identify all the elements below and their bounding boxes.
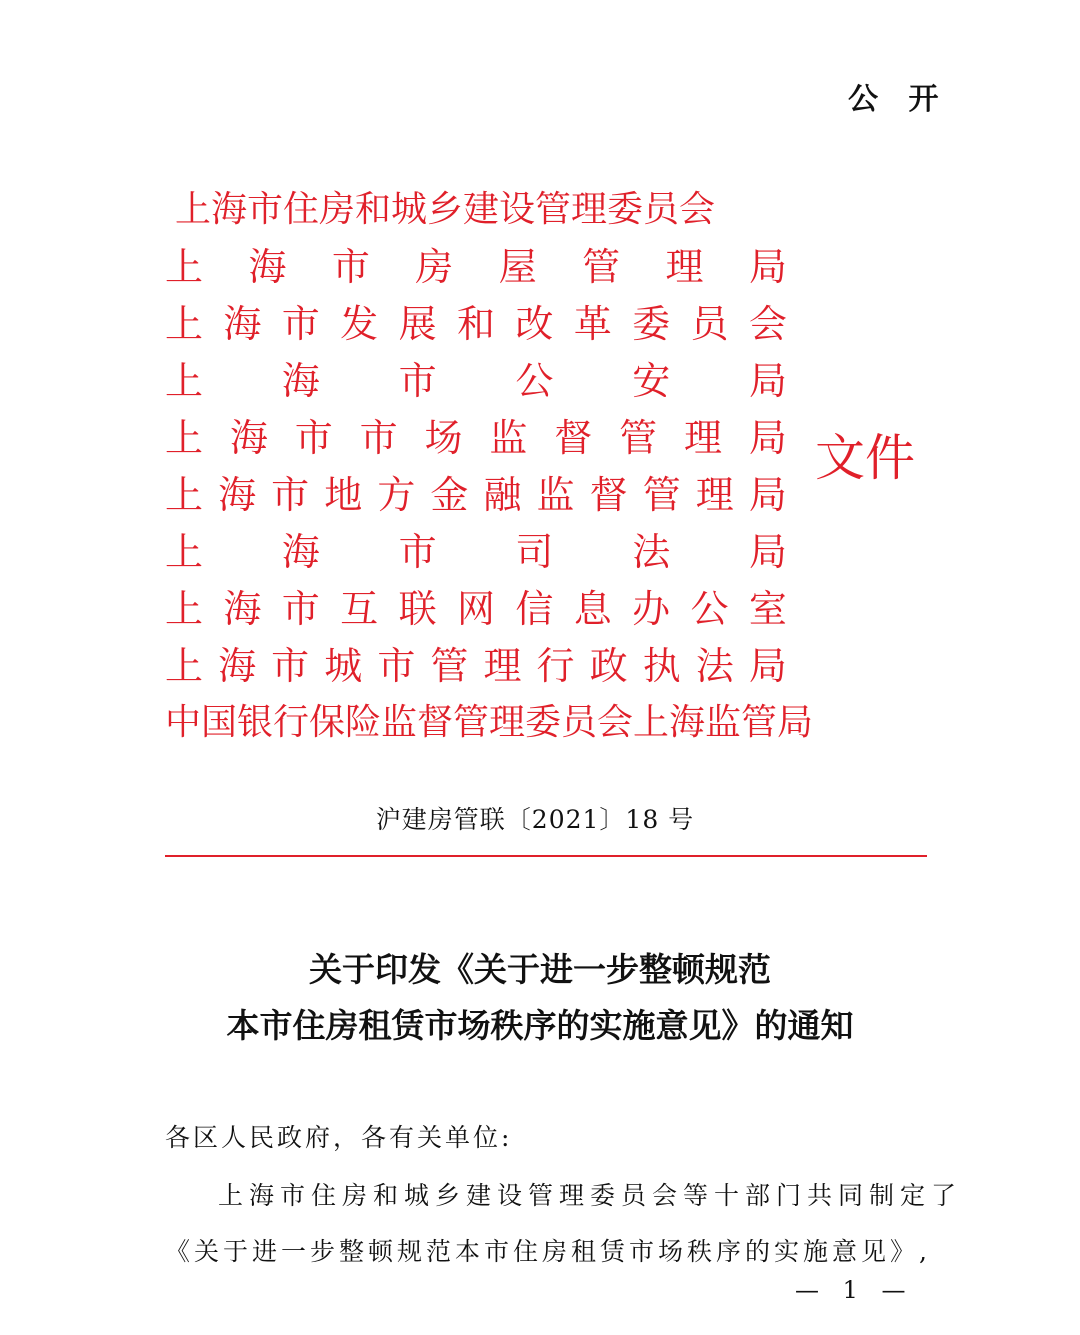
document-suffix: 文件 [815, 429, 915, 487]
issuer-row [165, 634, 787, 691]
issuer-char: 司 [515, 530, 554, 574]
issuer-char: 市 [281, 302, 320, 346]
issuer-row [165, 178, 787, 235]
issuer-char: 房 [415, 245, 454, 289]
issuer-char: 上 [165, 644, 204, 688]
issuer-char: 理 [695, 473, 734, 517]
issuer-char: 发 [340, 302, 379, 346]
issuer-char: 管 [642, 473, 681, 517]
issuer-char: 政 [589, 644, 628, 688]
issuer-char: 公 [690, 587, 729, 631]
issuer-char: 办 [632, 587, 671, 631]
issuer-row [165, 520, 787, 577]
issuer-char: 行 [536, 644, 575, 688]
issuer-char: 中国银行保险监督管理委员会上海监管局 [165, 702, 814, 743]
issuer-char: 屋 [498, 245, 537, 289]
issuer-char: 方 [377, 473, 416, 517]
issuer-char: 局 [748, 245, 787, 289]
issuer-char: 法 [695, 644, 734, 688]
document-title-line-2: 本市住房租赁市场秩序的实施意见》的通知 [226, 1006, 854, 1045]
issuer-char: 上 [165, 473, 204, 517]
body-text-line-1: 上海市住房和城乡建设管理委员会等十部门共同制定了 [218, 1181, 963, 1210]
issuer-row [165, 691, 814, 748]
issuer-char: 市 [294, 416, 333, 460]
issuer-char: 互 [340, 587, 379, 631]
salutation: 各区人民政府，各有关单位: [165, 1123, 513, 1152]
issuer-char: 上 [165, 245, 204, 289]
issuer-char: 市 [271, 644, 310, 688]
issuer-row [165, 463, 787, 520]
issuer-char: 理 [684, 416, 723, 460]
issuer-char: 革 [573, 302, 612, 346]
issuer-char: 管 [430, 644, 469, 688]
issuer-char: 和 [456, 302, 495, 346]
issuer-char: 改 [515, 302, 554, 346]
issuer-char: 网 [456, 587, 495, 631]
issuer-char: 市 [398, 359, 437, 403]
issuer-char: 室 [748, 587, 787, 631]
issuer-char: 市 [331, 245, 370, 289]
issuer-char: 上 [165, 530, 204, 574]
issuer-char: 海 [281, 530, 320, 574]
issuing-agencies [165, 178, 814, 748]
issuer-char: 信 [515, 587, 554, 631]
issuer-char: 督 [554, 416, 593, 460]
issuer-char: 上 [165, 416, 204, 460]
issuer-char: 管 [619, 416, 658, 460]
red-divider-line [165, 855, 927, 857]
issuer-char: 管 [582, 245, 621, 289]
issuer-char: 理 [483, 644, 522, 688]
document-title-line-1: 关于印发《关于进一步整顿规范 [309, 950, 771, 989]
issuer-char: 执 [642, 644, 681, 688]
issuer-char: 公 [515, 359, 554, 403]
issuer-char: 市 [281, 587, 320, 631]
issuer-char: 市 [359, 416, 398, 460]
issuer-row [165, 349, 787, 406]
issuer-char: 会 [748, 302, 787, 346]
issuer-char: 海 [223, 587, 262, 631]
issuer-char: 局 [748, 416, 787, 460]
issuer-char: 市 [398, 530, 437, 574]
issuer-char: 安 [632, 359, 671, 403]
page-number: — 1 — [795, 1276, 914, 1304]
issuer-char: 市 [377, 644, 416, 688]
issuer-char: 海 [218, 473, 257, 517]
issuer-char: 海 [223, 302, 262, 346]
issuer-char: 联 [398, 587, 437, 631]
issuer-char: 市 [271, 473, 310, 517]
issuer-char: 委 [632, 302, 671, 346]
issuer-char: 海 [248, 245, 287, 289]
issuer-char: 场 [424, 416, 463, 460]
issuer-char: 上海市住房和城乡建设管理委员会 [175, 189, 716, 230]
issuer-char: 海 [218, 644, 257, 688]
issuer-char: 监 [489, 416, 528, 460]
issuer-char: 海 [281, 359, 320, 403]
issuer-char: 金 [430, 473, 469, 517]
issuer-char: 局 [748, 644, 787, 688]
issuer-row [165, 292, 787, 349]
body-text-line-2: 《关于进一步整顿规范本市住房租赁市场秩序的实施意见》, [165, 1237, 931, 1266]
issuer-char: 督 [589, 473, 628, 517]
issuer-char: 上 [165, 587, 204, 631]
issuer-char: 城 [324, 644, 363, 688]
issuer-row [165, 577, 787, 634]
issuer-row [165, 235, 787, 292]
issuer-char: 理 [665, 245, 704, 289]
issuer-char: 上 [165, 302, 204, 346]
issuer-char: 局 [748, 473, 787, 517]
issuer-char: 海 [229, 416, 268, 460]
issuer-char: 员 [690, 302, 729, 346]
issuer-char: 息 [573, 587, 612, 631]
issuer-char: 融 [483, 473, 522, 517]
issuer-char: 局 [748, 359, 787, 403]
issuer-char: 监 [536, 473, 575, 517]
document-number-text: 沪建房管联〔2021〕18 号 [375, 805, 695, 834]
issuer-row [165, 406, 787, 463]
issuer-char: 展 [398, 302, 437, 346]
issuer-char: 法 [632, 530, 671, 574]
issuer-char: 地 [324, 473, 363, 517]
document-number [0, 800, 1080, 836]
classification-label: 公 开 [848, 82, 949, 117]
issuer-char: 局 [748, 530, 787, 574]
issuer-char: 上 [165, 359, 204, 403]
